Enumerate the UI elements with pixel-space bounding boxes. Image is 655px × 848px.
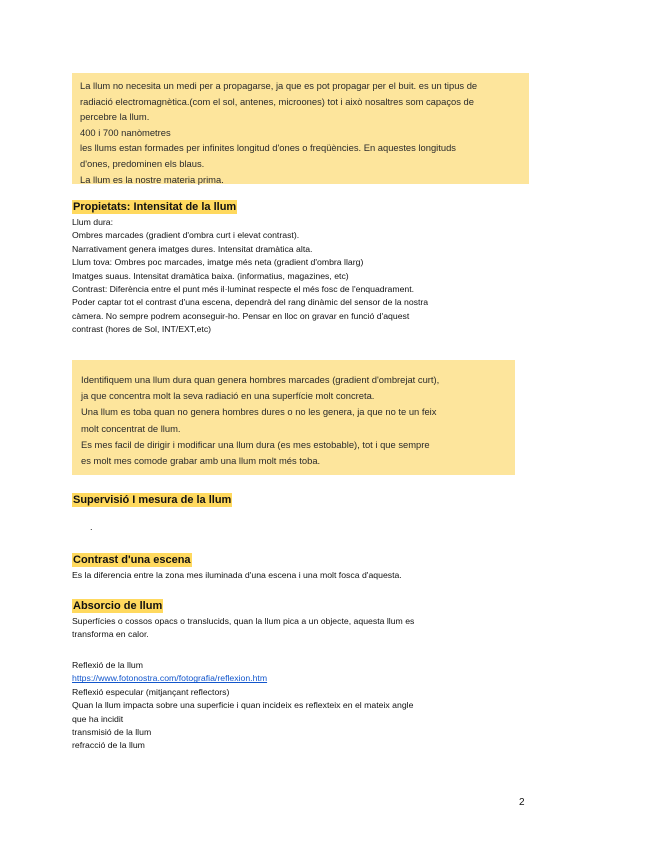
intro-line: 400 i 700 nanòmetres <box>80 126 171 138</box>
box-line: es molt mes comode grabar amb una llum molt més toba. <box>81 455 321 467</box>
page-number: 2 <box>519 797 525 808</box>
reflexion-link[interactable]: https://www.fotonostra.com/fotografia/reflexion.htm <box>72 673 268 684</box>
text-line: Quan la llum impacta sobre una superficie i quan incideix es reflexteix en el mateix angle <box>72 700 414 711</box>
text-line: que ha incidit <box>72 713 124 724</box>
text-line: contrast (hores de Sol, INT/EXT,etc) <box>72 324 212 335</box>
text-line: transforma en calor. <box>72 629 149 640</box>
intro-line: percebre la llum. <box>80 111 150 123</box>
absorcio-body <box>72 615 537 642</box>
text-line: Ombres marcades (gradient d'ombra curt i elevat contrast). <box>72 230 300 241</box>
intro-highlight-box <box>72 73 529 184</box>
box-line: Una llum es toba quan no genera hombres dures o no les genera, ja que no te un feix <box>81 406 437 418</box>
text-line: Superfícies o cossos opacs o translucids, quan la llum pica a un objecte, aquesta llum es <box>72 616 415 626</box>
text-line: Reflexió de la llum <box>72 660 143 670</box>
intro-line: radiació electromagnètica.(com el sol, antenes, microones) tot i això nosaltres som capaços de <box>80 95 474 107</box>
text-line: Contrast: Diferència entre el punt més il·luminat respecte el més fosc de l'enquadrament. <box>72 284 415 295</box>
heading-contrast: Contrast d'una escena <box>73 554 191 566</box>
heading-supervisio: Supervisió I mesura de la llum <box>73 494 232 506</box>
text-line: Narrativament genera imatges dures. Intensitat dramàtica alta. <box>72 243 313 254</box>
intro-line: La llum es la nostre materia prima. <box>80 173 224 185</box>
text-line: Llum tova: Ombres poc marcades, imatge més neta (gradient d'ombra llarg) <box>72 257 364 268</box>
intro-line: d'ones, predominen els blaus. <box>80 157 205 169</box>
bullet-dot: . <box>90 522 93 532</box>
box-line: molt concentrat de llum. <box>81 422 181 434</box>
intro-line: La llum no necesita un medi per a propagarse, ja que es pot propagar per el buit. es un tipus de <box>80 80 478 91</box>
llum-dura-highlight-box <box>72 360 515 475</box>
heading-intensitat: Propietats: Intensitat de la llum <box>73 201 237 213</box>
box-line: ja que concentra molt la seva radiació en una superfície molt concreta. <box>81 390 375 402</box>
heading-absorcio: Absorcio de llum <box>73 600 163 612</box>
text-line: transmisió de la llum <box>72 727 152 738</box>
text-line: càmera. No sempre podrem aconseguir-ho. Pensar en lloc on gravar en funció d'aquest <box>72 310 410 321</box>
text-line: Es la diferencia entre la zona mes iluminada d'una escena i una molt fosca d'aquesta. <box>72 570 402 580</box>
reflexio-body <box>72 659 537 753</box>
text-line: Llum dura: <box>72 217 114 227</box>
contrast-body <box>72 569 537 582</box>
box-line: Es mes facil de dirigir i modificar una llum dura (es mes estobable), tot i que sempre <box>81 438 430 450</box>
intensitat-body <box>72 216 537 337</box>
text-line: Reflexió especular (mitjançant reflectors) <box>72 686 230 697</box>
box-line: Identifiquem una llum dura quan genera hombres marcades (gradient d'ombrejat curt), <box>81 374 440 385</box>
text-line: refracció de la llum <box>72 740 145 751</box>
intro-line: les llums estan formades per infinites longitud d'ones o freqüències. En aquestes longituds <box>80 142 456 154</box>
text-line: Imatges suaus. Intensitat dramàtica baixa. (informatius, magazines, etc) <box>72 270 349 281</box>
text-line: Poder captar tot el contrast d'una escena, dependrà del rang dinàmic del sensor de la nostra <box>72 297 429 308</box>
